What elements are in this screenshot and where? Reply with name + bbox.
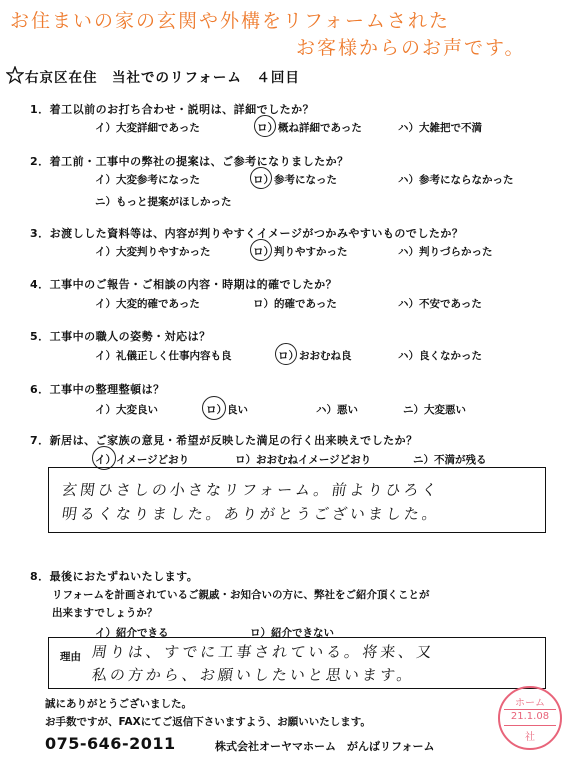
q2-option-d[interactable]: ニ）もっと提案がほしかった xyxy=(95,196,232,208)
q6-option-d[interactable]: ニ）大変悪い xyxy=(403,404,466,416)
q8-option-a[interactable]: イ）紹介できる xyxy=(95,627,169,639)
question-2: 2．着工前・工事中の弊社の提案は、ご参考になりましたか？ xyxy=(30,155,349,168)
question-5: 5．工事中の職人の姿勢・対応は？ xyxy=(30,330,211,343)
q4-option-c[interactable]: ハ）不安であった xyxy=(398,298,482,310)
question-8: 8．最後におたずねいたします。 xyxy=(30,570,199,583)
stamp-divider-top xyxy=(504,709,556,710)
q7-option-a[interactable]: イ）イメージどおり xyxy=(95,454,190,466)
page-title-line1: お住まいの家の玄関や外構をリフォームされた xyxy=(10,10,451,32)
star-icon xyxy=(6,66,24,84)
q1-option-c[interactable]: ハ）大雑把で不満 xyxy=(398,122,482,134)
q5-option-a[interactable]: イ）礼儀正しく仕事内容も良 xyxy=(95,350,232,362)
q2-option-c[interactable]: ハ）参考にならなかった xyxy=(398,174,514,186)
company-name: 株式会社オーヤマホーム がんばリフォーム xyxy=(215,740,435,753)
company-stamp xyxy=(498,686,562,750)
q8-reason-line2: 私の方から、お願いしたいと思います。 xyxy=(90,666,417,684)
customer-subtitle: 右京区在住 当社でのリフォーム ４回目 xyxy=(25,70,300,86)
question-7: 7．新居は、ご家族の意見・希望が反映した満足の行く出来映えでしたか？ xyxy=(30,434,418,447)
q2-option-b[interactable]: ロ）参考になった xyxy=(253,174,337,186)
fax-request-text: お手数ですが、FAXにてご返信下さいますよう、お願いいたします。 xyxy=(45,716,371,728)
phone-number: 075-646-2011 xyxy=(45,734,176,753)
q2-answer-circle xyxy=(250,167,272,189)
thanks-text: 誠にありがとうございました。 xyxy=(45,698,192,710)
q3-option-a[interactable]: イ）大変判りやすかった xyxy=(95,246,211,258)
q1-answer-circle xyxy=(254,115,276,137)
stamp-top-text: ホーム xyxy=(515,698,545,709)
q7-comment-line2: 明るくなりました。ありがとうございました。 xyxy=(60,505,442,523)
stamp-divider-bottom xyxy=(504,725,556,726)
q8-text-1: リフォームを計画されているご親戚・お知合いの方に、弊社をご紹介頂くことが xyxy=(52,589,430,601)
q3-answer-circle xyxy=(250,239,272,261)
q5-option-c[interactable]: ハ）良くなかった xyxy=(398,350,482,362)
page-title-line2: お客様からのお声です。 xyxy=(296,37,526,59)
question-4: 4．工事中のご報告・ご相談の内容・時期は的確でしたか？ xyxy=(30,278,338,291)
q8-text-2: 出来ますでしょうか？ xyxy=(52,607,158,619)
q4-option-b[interactable]: ロ）的確であった xyxy=(253,298,337,310)
q3-option-c[interactable]: ハ）判りづらかった xyxy=(398,246,493,258)
q3-option-b[interactable]: ロ）判りやすかった xyxy=(253,246,348,258)
q1-option-b[interactable]: ロ）概ね詳細であった xyxy=(257,122,362,134)
q7-option-b[interactable]: ロ）おおむねイメージどおり xyxy=(235,454,372,466)
question-6: 6．工事中の整理整頓は？ xyxy=(30,383,165,396)
q6-answer-circle xyxy=(202,396,226,420)
q6-option-b[interactable]: ロ）良い xyxy=(206,404,248,416)
q1-option-a[interactable]: イ）大変詳細であった xyxy=(95,122,200,134)
question-1: 1．着工以前のお打ち合わせ・説明は、詳細でしたか？ xyxy=(30,103,315,116)
q5-answer-circle xyxy=(275,343,297,365)
q6-option-a[interactable]: イ）大変良い xyxy=(95,404,158,416)
q2-option-a[interactable]: イ）大変参考になった xyxy=(95,174,200,186)
q7-option-c[interactable]: ニ）不満が残る xyxy=(413,454,487,466)
stamp-date: 21.1.08 xyxy=(510,711,550,722)
q6-option-c[interactable]: ハ）悪い xyxy=(316,404,358,416)
q4-option-a[interactable]: イ）大変的確であった xyxy=(95,298,200,310)
q5-option-b[interactable]: ロ）おおむね良 xyxy=(278,350,352,362)
q8-option-b[interactable]: ロ）紹介できない xyxy=(250,627,334,639)
q8-reason-label: 理由 xyxy=(60,651,81,663)
q7-comment-line1: 玄関ひさしの小さなリフォーム。前よりひろく xyxy=(60,481,441,499)
question-3: 3．お渡しした資料等は、内容が判りやすくイメージがつかみやすいものでしたか？ xyxy=(30,227,464,240)
q8-reason-line1: 周りは、すでに工事されている。将来、又 xyxy=(90,643,436,661)
stamp-bottom-text: 社 xyxy=(525,732,535,743)
